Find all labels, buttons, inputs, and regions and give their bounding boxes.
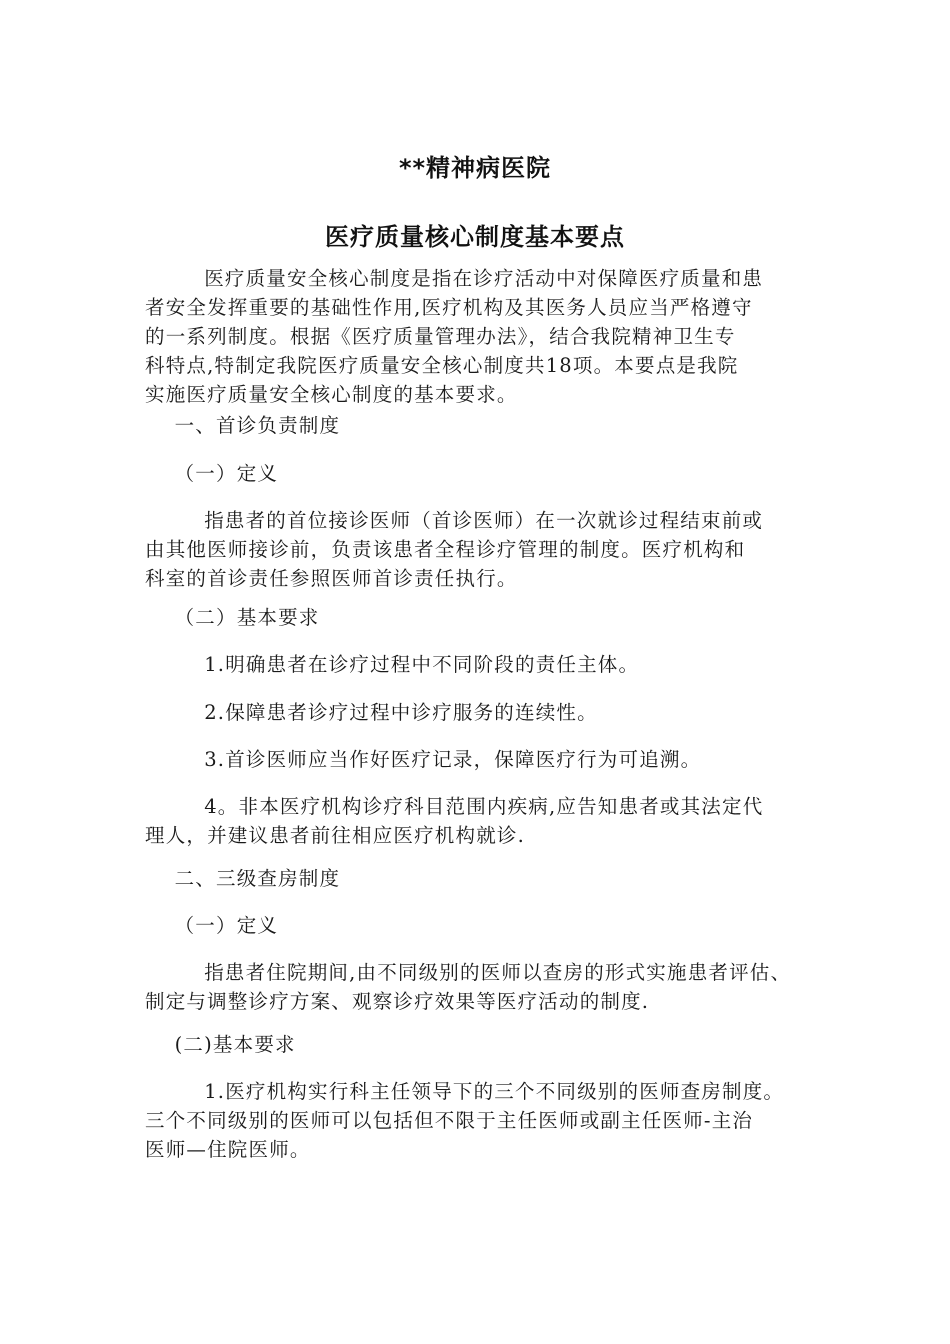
subheading-definition: （一）定义 [145, 914, 279, 937]
section-heading-first-visit: 一、首诊负责制度 [145, 414, 341, 437]
definition-paragraph: 指患者住院期间,由不同级别的医师以查房的形式实施患者评估、 制定与调整诊疗方案、观察诊疗效果等医疗活动的制度. [145, 961, 792, 1013]
definition-paragraph: 指患者的首位接诊医师（首诊医师）在一次就诊过程结束前或 由其他医师接诊前，负责该患者全程诊疗管理的制度。医疗机构和 科室的首诊责任参照医师首诊责任执行。 [145, 509, 764, 590]
hospital-name: **精神病医院 [398, 154, 552, 182]
subheading-requirements: (二)基本要求 [145, 1033, 296, 1056]
intro-paragraph: 医疗质量安全核心制度是指在诊疗活动中对保障医疗质量和患 者安全发挥重要的基础性作用,医疗机构及其医务人员应当严格遵守 的一系列制度。根据《医疗质量管理办法》，结合我院精神卫生专 科特点,特制定我院医疗质量安全核心制度共18项。本要点是我院 实施医疗质量安全核心制度的基本要求。 [145, 267, 764, 406]
section-heading-ward-rounds: 二、三级查房制度 [145, 867, 341, 890]
requirement-item: 2.保障患者诊疗过程中诊疗服务的连续性。 [145, 701, 598, 724]
requirement-item: 3.首诊医师应当作好医疗记录，保障医疗行为可追溯。 [145, 748, 702, 771]
requirement-item: 1.明确患者在诊疗过程中不同阶段的责任主体。 [145, 653, 640, 676]
requirement-item: 1.医疗机构实行科主任领导下的三个不同级别的医师查房制度。 三个不同级别的医师可以包括但不限于主任医师或副主任医师-主治 医师—住院医师。 [145, 1080, 785, 1161]
subheading-definition: （一）定义 [145, 462, 279, 485]
requirement-item: 4。非本医疗机构诊疗科目范围内疾病,应告知患者或其法定代 理人，并建议患者前往相应医疗机构就诊. [145, 795, 764, 847]
document-title: 医疗质量核心制度基本要点 [325, 223, 625, 251]
subheading-requirements: （二）基本要求 [145, 606, 320, 629]
